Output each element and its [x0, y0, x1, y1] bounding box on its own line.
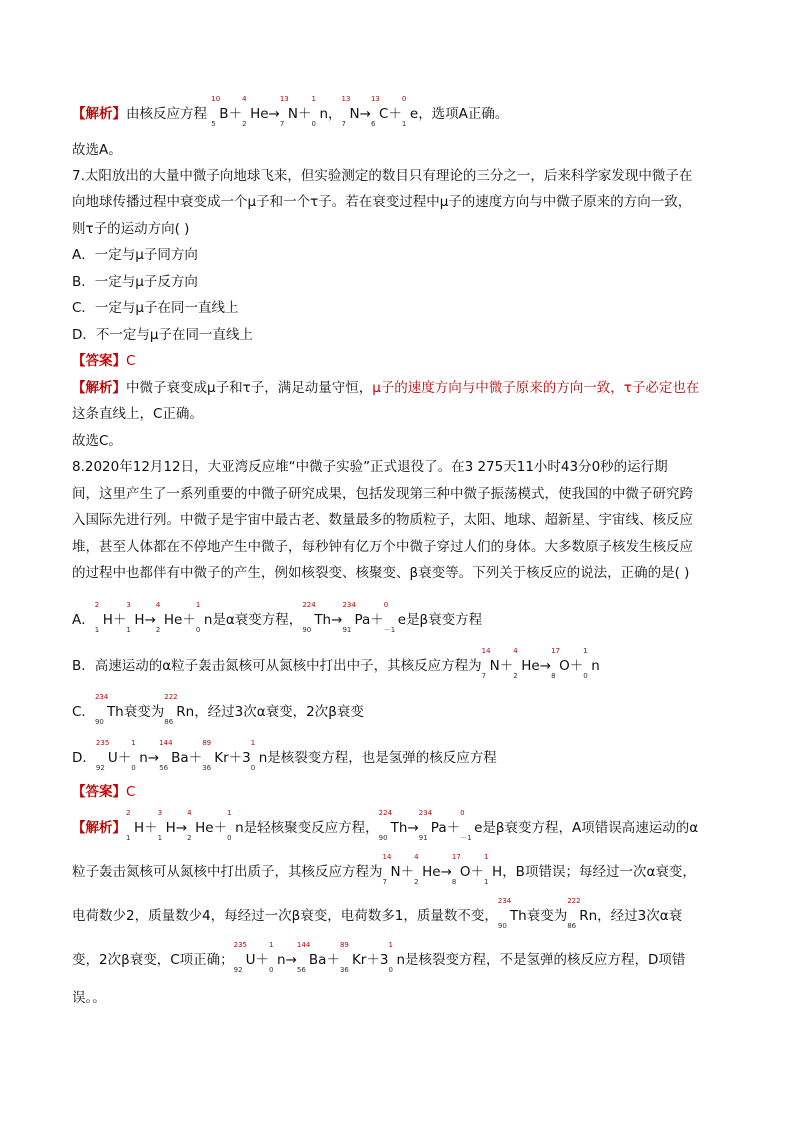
- nuclide-pa234: 234 91 Pa: [342, 601, 371, 634]
- q7-option-a: A．一定与μ子同方向: [72, 247, 198, 263]
- q8-stem-2: 间，这里产生了一系列重要的中微子研究成果，包括发现第三种中微子振荡模式，使我国的中微子研究跨: [72, 486, 693, 502]
- q6-choice: 故选A。: [72, 142, 122, 158]
- analysis-text: 变，2次β衰变，C项正确；: [72, 952, 234, 968]
- nuclide-pa234: 234 91 Pa: [418, 809, 447, 842]
- q8-stem-1: 8.2020年12月12日，大亚湾反应堆“中微子实验”正式退役了。在3 275天11小时43分0秒的运行期: [72, 459, 668, 475]
- analysis-text: 电荷数少2，质量数少4，每经过一次β衰变，电荷数多1，质量数不变，: [72, 908, 498, 924]
- analysis-text: 衰变为: [526, 908, 568, 924]
- nuclide-th224: 224 90 Th: [302, 601, 332, 634]
- answer-tag: 【答案】: [72, 784, 126, 800]
- nuclide-n1: 1 0 n: [131, 739, 148, 772]
- nuclide-b10: 10 5 B: [211, 95, 229, 128]
- nuclide-he4: 4 2 He: [187, 809, 214, 842]
- q8-option-b: B．高速运动的α粒子轰击氮核可从氮核中打出中子，其核反应方程为 14 7 N＋ 4 2 He→ 17 8 O＋ 1 0 n: [72, 647, 600, 680]
- analysis-tag: 【解析】: [72, 106, 126, 122]
- nuclide-h2: 2 1 H: [94, 601, 113, 634]
- nuclide-he4: 4 2 He: [155, 601, 183, 634]
- q7-analysis-1: [72, 378, 699, 398]
- q7-stem-2: 向地球传播过程中衰变成一个μ子和一个τ子。若在衰变过程中μ子的速度方向与中微子原来的方向一致，: [72, 194, 692, 210]
- nuclide-h1: 1 1 H: [484, 853, 503, 886]
- analysis-text: ，经过3次α衰: [597, 908, 683, 924]
- nuclide-e0: 0 －1 e: [383, 601, 407, 634]
- q7-option-d: D．不一定与μ子在同一直线上: [72, 327, 253, 343]
- option-text: ，经过3次α衰变，2次β衰变: [194, 704, 364, 720]
- nuclide-n1: 1 0 n: [195, 601, 213, 634]
- q8-answer: [72, 782, 135, 802]
- option-text: 是β衰变方程: [406, 612, 483, 628]
- nuclide-c13: 13 6 C: [370, 95, 389, 128]
- nuclide-e0: 0 －1 e: [460, 809, 483, 842]
- analysis-text: 由核反应方程: [126, 106, 207, 122]
- nuclide-h2: 2 1 H: [126, 809, 145, 842]
- nuclide-h3: 3 1 H: [157, 809, 176, 842]
- answer-tag: 【答案】: [72, 353, 126, 369]
- option-text: 是核裂变方程，也是氢弹的核反应方程: [267, 750, 497, 766]
- nuclide-e0: 0 1 e: [401, 95, 419, 128]
- q7-stem-1: 7.太阳放出的大量中微子向地球飞来，但实验测定的数目只有理论的三分之一，后来科学家发现中微子在: [72, 168, 693, 184]
- q7-analysis-2: 这条直线上，C正确。: [72, 406, 203, 422]
- q7-option-c: C．一定与μ子在同一直线上: [72, 300, 239, 316]
- q7-answer: [72, 351, 135, 371]
- analysis-text: ，B项错误；每经过一次α衰变，: [502, 864, 696, 880]
- q8-stem-4: 堆，甚至人体都在不停地产生中微子，每秒钟有亿万个中微子穿过人们的身体。大多数原子核发生核反应: [72, 539, 693, 555]
- option-label: A．: [72, 612, 95, 628]
- nuclide-rn222: 222 86 Rn: [164, 693, 195, 726]
- q7-stem-3: 则τ子的运动方向( ): [72, 221, 190, 237]
- nuclide-u235: 235 92 U: [95, 739, 118, 772]
- answer-value: C: [126, 353, 136, 369]
- analysis-end: ，选项A正确。: [418, 106, 509, 122]
- nuclide-rn222: 222 86 Rn: [567, 897, 598, 930]
- analysis-tag: 【解析】: [72, 820, 126, 836]
- nuclide-n1: 1 0 n: [311, 95, 329, 128]
- analysis-text: 是轻核聚变反应方程，: [243, 820, 379, 836]
- analysis-tag: 【解析】: [72, 380, 126, 396]
- nuclide-n14: 14 7 N: [481, 647, 500, 680]
- q8-analysis-1: 【解析】 2 1 H＋ 3 1 H→ 4 2 He＋ 1 0 n是轻核聚变反应方程， 224 90 Th→ 234 91 Pa＋ 0 －1 e是β衰变方程，A项错误高速运动的α: [72, 809, 699, 842]
- nuclide-kr89: 89 36 Kr: [339, 941, 367, 974]
- q7-choice: 故选C。: [72, 433, 122, 449]
- nuclide-kr89: 89 36 Kr: [202, 739, 229, 772]
- nuclide-th234: 234 90 Th: [94, 693, 124, 726]
- nuclide-o17: 17 8 O: [451, 853, 471, 886]
- q8-analysis-4: 变，2次β衰变，C项正确； 235 92 U＋ 1 0 n→ 144 56 Ba＋ 89 36 Kr＋3 1 0 n是核裂变方程，不是氢弹的核反应方程，D项错: [72, 941, 686, 974]
- answer-value: C: [126, 784, 136, 800]
- nuclide-o17: 17 8 O: [551, 647, 570, 680]
- nuclide-n13b: 13 7 N: [341, 95, 360, 128]
- analysis-text: 中微子衰变成μ子和τ子，满足动量守恒，: [126, 380, 373, 396]
- nuclide-n1: 1 0 n: [583, 647, 600, 680]
- option-text: 是α衰变方程，: [212, 612, 303, 628]
- q7-option-b: B．一定与μ子反方向: [72, 274, 198, 290]
- nuclide-he4: 4 2 He: [513, 647, 540, 680]
- nuclide-n1: 1 0 n: [250, 739, 268, 772]
- nuclide-ba144: 144 56 Ba: [296, 941, 327, 974]
- q8-option-c: [72, 693, 364, 726]
- analysis-highlight: μ子的速度方向与中微子原来的方向一致，τ子必定也在: [372, 380, 700, 396]
- option-label: D．: [72, 750, 96, 766]
- option-label: C．: [72, 704, 95, 720]
- nuclide-n1: 1 0 n: [227, 809, 244, 842]
- nuclide-n14: 14 7 N: [382, 853, 401, 886]
- nuclide-he4: 4 2 He: [242, 95, 269, 128]
- nuclide-n1: 1 0 n: [388, 941, 406, 974]
- analysis-text: 粒子轰击氮核可从氮核中打出质子，其核反应方程为: [72, 864, 383, 880]
- comma: ，: [328, 106, 342, 122]
- q8-stem-5: 的过程中也都伴有中微子的产生，例如核裂变、核聚变、β衰变等。下列关于核反应的说法，正确的是( ): [72, 565, 690, 581]
- option-text: 衰变为: [123, 704, 165, 720]
- nuclide-th224: 224 90 Th: [378, 809, 408, 842]
- nuclide-n1: 1 0 n: [269, 941, 286, 974]
- nuclide-h3: 3 1 H: [126, 601, 145, 634]
- option-text: B．高速运动的α粒子轰击氮核可从氮核中打出中子，其核反应方程为: [72, 658, 482, 674]
- analysis-text: 是核裂变方程，不是氢弹的核反应方程，D项错: [405, 952, 686, 968]
- q8-stem-3: 入国际先进行列。中微子是宇宙中最古老、数量最多的物质粒子，太阳、地球、超新星、宇宙线、核反应: [72, 512, 693, 528]
- q6-analysis: 【解析】由核反应方程 10 5 B＋ 4 2 He→ 13 7 N＋ 1 0 n， 13 7 N→ 13 6 C＋ 0 1 e，选项A正确。: [72, 95, 509, 128]
- nuclide-th234: 234 90 Th: [497, 897, 527, 930]
- nuclide-ba144: 144 56 Ba: [159, 739, 189, 772]
- nuclide-he4: 4 2 He: [414, 853, 441, 886]
- q8-option-a: A． 2 1 H＋ 3 1 H→ 4 2 He＋ 1 0 n是α衰变方程， 224 90 Th→ 234 91 Pa＋ 0 －1 e是β衰变方程: [72, 601, 483, 634]
- nuclide-n13: 13 7 N: [279, 95, 298, 128]
- analysis-text: 是β衰变方程，A项错误高速运动的α: [482, 820, 699, 836]
- q8-option-d: D． 235 92 U＋ 1 0 n→ 144 56 Ba＋ 89 36 Kr＋3 1 0 n是核裂变方程，也是氢弹的核反应方程: [72, 739, 497, 772]
- nuclide-u235: 235 92 U: [233, 941, 256, 974]
- q8-analysis-3: [72, 897, 683, 930]
- q8-analysis-2: 粒子轰击氮核可从氮核中打出质子，其核反应方程为 14 7 N＋ 4 2 He→ 17 8 O＋ 1 1 H，B项错误；每经过一次α衰变，: [72, 853, 696, 886]
- q8-analysis-5: 误。。: [72, 990, 106, 1006]
